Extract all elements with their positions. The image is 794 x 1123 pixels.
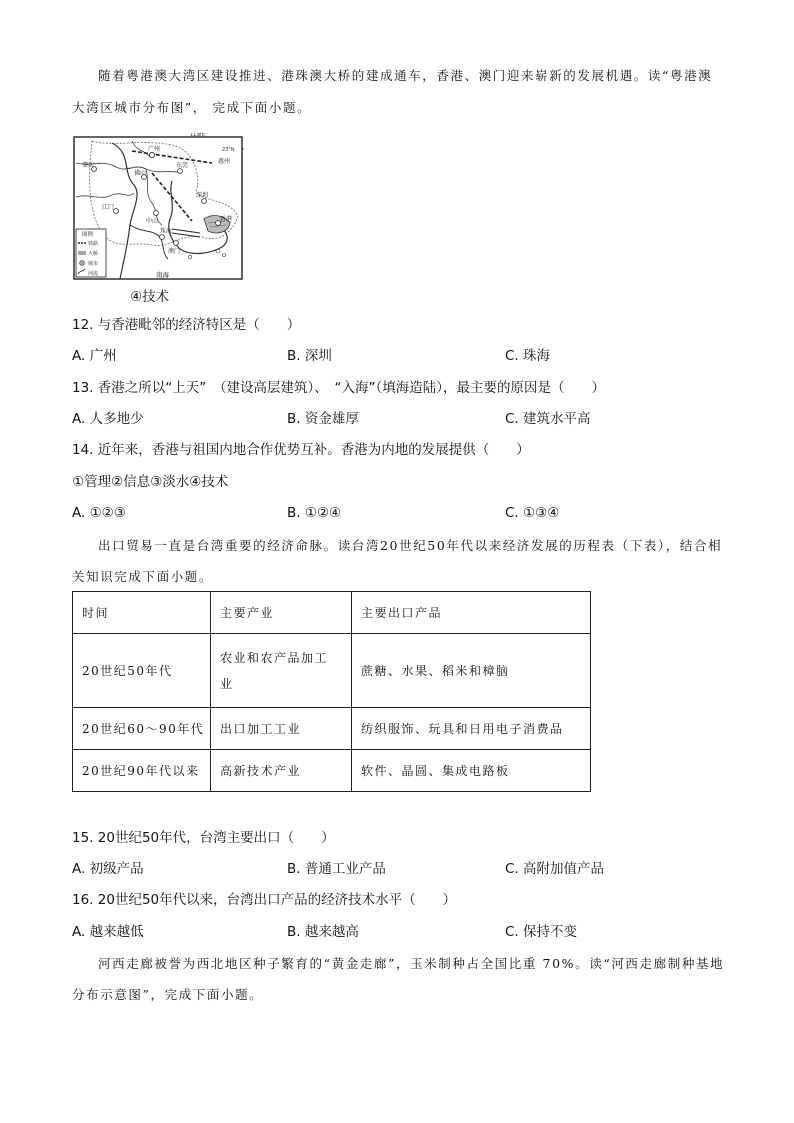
map-place-shenzhen: 深圳 <box>196 192 209 199</box>
table-header-row <box>73 592 591 634</box>
map-lat-label: 23°N <box>222 147 235 153</box>
q14-items: ①管理②信息③淡水④技术 <box>72 474 229 490</box>
intro-2-line-1: 出口贸易一直是台湾重要的经济命脉。读台湾20世纪50年代以来经济发展的历程表（下表），结合相 <box>98 538 723 553</box>
q12-stem: 12. 与香港毗邻的经济特区是（ ） <box>72 317 301 333</box>
q12-option-a[interactable]: A. 广州 <box>72 348 117 364</box>
q12-option-b[interactable]: B. 深圳 <box>287 348 332 364</box>
intro-1-line-1: 随着粤港澳大湾区建设推进、港珠澳大桥的建成通车，香港、澳门迎来崭新的发展机遇。读“粤港澳 <box>98 68 713 83</box>
taiwan-economy-table <box>72 591 591 792</box>
table-cell-industry <box>211 634 352 708</box>
table-cell-time: 20世纪90年代以来 <box>73 750 211 792</box>
q16-option-b[interactable]: B. 越来越高 <box>287 924 359 940</box>
q15-stem: 15. 20世纪50年代，台湾主要出口（ ） <box>72 830 335 846</box>
intro-3-line-2: 分布示意图”，完成下面小题。 <box>72 987 264 1002</box>
map-place-dongguan: 东莞 <box>176 162 189 169</box>
map-place-guangzhou: 广州 <box>148 146 161 153</box>
map-legend-river: 河流 <box>88 271 99 277</box>
table-header-time: 时间 <box>73 592 211 634</box>
table-cell-industry: 高新技术产业 <box>211 750 352 792</box>
q15-option-b[interactable]: B. 普通工业产品 <box>287 861 386 877</box>
table-cell-industry-line-1: 农业和农产品加工 <box>220 650 329 665</box>
q16-stem: 16. 20世纪50年代以来，台湾出口产品的经济技术水平（ ） <box>72 892 457 908</box>
map-legend-bridge: 大桥 <box>88 251 99 257</box>
table-cell-industry: 出口加工工业 <box>211 708 352 750</box>
q12-option-c[interactable]: C. 珠海 <box>505 348 551 364</box>
table-cell-exports: 软件、晶圆、集成电路板 <box>352 750 591 792</box>
q14-option-a[interactable]: A. ①②③ <box>72 505 126 521</box>
table-header-exports: 主要出口产品 <box>352 592 591 634</box>
table-cell-industry-line-2: 业 <box>220 676 234 691</box>
intro-3-line-1: 河西走廊被誉为西北地区种子繁育的“黄金走廊”，玉米制种占全国比重 70%。读“河西走廊制种基地 <box>98 956 725 971</box>
table-row <box>73 750 591 792</box>
map-place-huizhou: 惠州 <box>218 158 231 165</box>
map-place-jiangmen: 江门 <box>102 204 115 211</box>
map-legend-title: 图例 <box>82 232 94 238</box>
table-header-industry: 主要产业 <box>211 592 352 634</box>
map-place-south-sea: 南海 <box>156 271 169 279</box>
table-cell-exports: 蔗糖、水果、稻米和樟脑 <box>352 634 591 708</box>
q13-option-b[interactable]: B. 资金雄厚 <box>287 411 359 427</box>
q14-stem: 14. 近年来，香港与祖国内地合作优势互补。香港为内地的发展提供（ ） <box>72 442 530 458</box>
q16-option-a[interactable]: A. 越来越低 <box>72 924 144 940</box>
map-place-zhuhai: 珠海 <box>160 228 173 235</box>
map-legend <box>76 229 106 277</box>
map-place-hongkong: 香港 <box>220 216 233 223</box>
map-place-zhaoqing: 肇庆 <box>82 162 95 169</box>
map-place-zhongshan: 中山 <box>146 218 159 225</box>
map-place-macau: 澳门 <box>168 248 181 255</box>
map-legend-railway: 铁路 <box>88 241 99 247</box>
greater-bay-area-map <box>72 133 244 285</box>
q16-option-c[interactable]: C. 保持不变 <box>505 924 578 940</box>
q15-option-a[interactable]: A. 初级产品 <box>72 861 144 877</box>
map-lon-label: 113°E <box>190 133 206 138</box>
q15-option-c[interactable]: C. 高附加值产品 <box>505 861 605 877</box>
q13-option-c[interactable]: C. 建筑水平高 <box>505 411 591 427</box>
intro-1-line-2: 大湾区城市分布图”， 完成下面小题。 <box>72 100 312 115</box>
q13-stem: 13. 香港之所以“上天” （建设高层建筑）、 “入海”（填海造陆），最主要的原因是（ ） <box>72 380 605 396</box>
table-row <box>73 634 591 708</box>
q13-option-a[interactable]: A. 人多地少 <box>72 411 144 427</box>
q14-option-c[interactable]: C. ①③④ <box>505 505 560 521</box>
intro-2-line-2: 关知识完成下面小题。 <box>72 569 214 584</box>
map-caption: ④技术 <box>130 289 170 305</box>
map-legend-city: 城市 <box>88 261 99 267</box>
q14-option-b[interactable]: B. ①②④ <box>287 505 342 521</box>
map-place-foshan: 佛山 <box>134 170 147 177</box>
table-cell-exports: 纺织服饰、玩具和日用电子消费品 <box>352 708 591 750</box>
table-row <box>73 708 591 750</box>
table-cell-time: 20世纪50年代 <box>73 634 211 708</box>
table-cell-time: 20世纪60～90年代 <box>73 708 211 750</box>
